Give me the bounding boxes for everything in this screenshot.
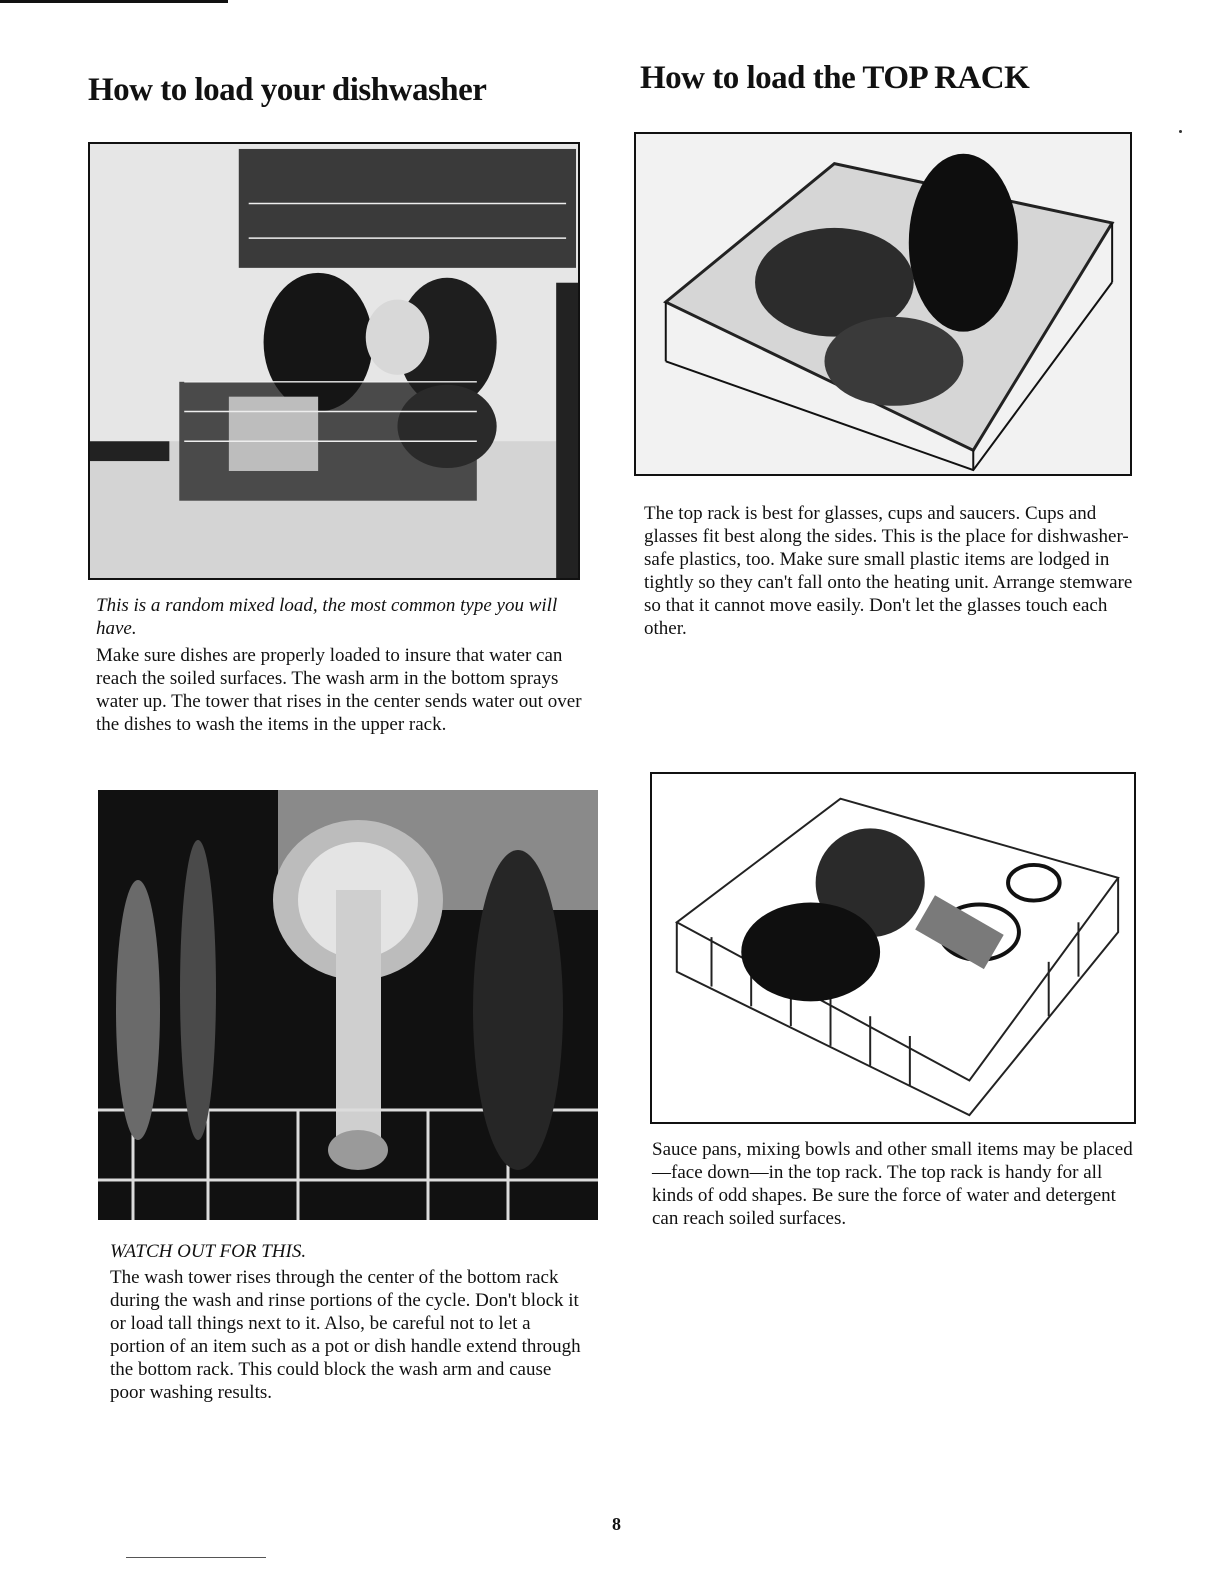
mixed-load-caption: This is a random mixed load, the most common type you will have. <box>96 595 558 639</box>
left-heading: How to load your dishwasher <box>88 72 487 108</box>
mixed-load-photo <box>88 142 580 580</box>
bottom-rule <box>126 1557 266 1558</box>
right-heading: How to load the TOP RACK <box>640 60 1030 96</box>
top-rack-text: The top rack is best for glasses, cups and saucers. Cups and glasses fit best along the sides. This is the place for dishwasher-safe plastics, too. Make sure small plastic items are lodged in tightly so they can't fall onto the heating unit. Arrange stemware so that it cannot move easily. Don't let the glasses touch each other. <box>644 503 1133 639</box>
wash-tower-photo <box>98 790 598 1220</box>
top-rule <box>0 0 228 3</box>
speck <box>1179 130 1182 133</box>
page-number: 8 <box>612 1514 621 1534</box>
top-rack-photo <box>634 132 1132 476</box>
wash-tower-text: The wash tower rises through the center of the bottom rack during the wash and rinse portions of the cycle. Don't block it or load tall things next to it. Also, be careful not to let a portion of an item such as a pot or dish handle extend through the bottom rack. This could block the wash arm and cause poor washing results. <box>110 1267 581 1403</box>
bowls-text: Sauce pans, mixing bowls and other small items may be placed—face down—in the top rack. The top rack is handy for all kinds of odd shapes. Be sure the force of water and detergent can reach soiled surfaces. <box>652 1139 1133 1229</box>
mixed-load-text: Make sure dishes are properly loaded to insure that water can reach the soiled surfaces. The wash arm in the bottom sprays water up. The tower that rises in the center sends water out over the dishes to wash the items in the upper rack. <box>96 645 582 735</box>
watch-out-caption: WATCH OUT FOR THIS. <box>110 1241 307 1262</box>
top-rack-bowls-illustration <box>650 772 1136 1124</box>
